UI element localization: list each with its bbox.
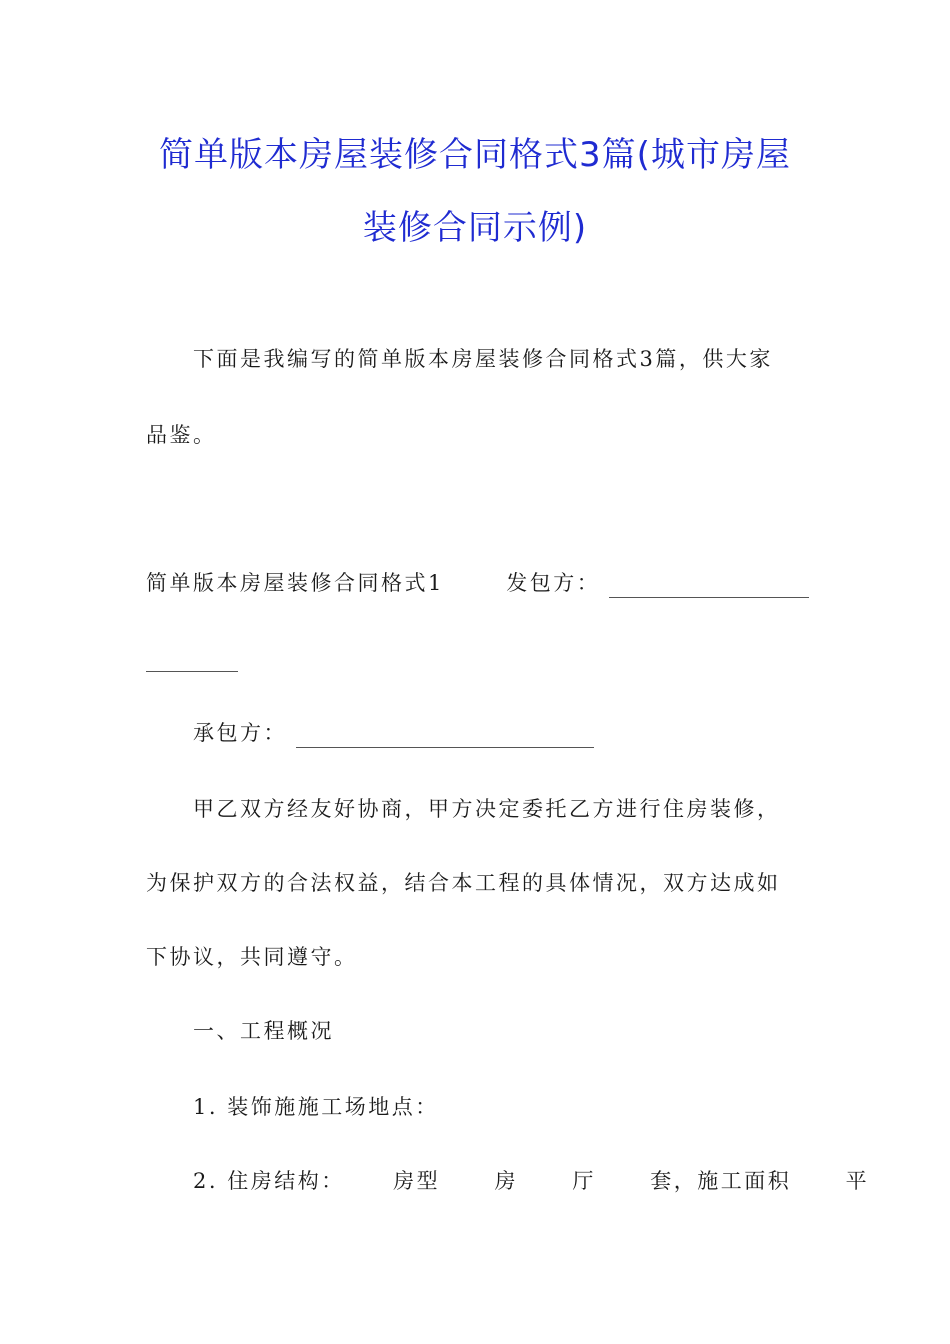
contractor-blank bbox=[296, 725, 594, 748]
intro-line-2: 品鉴。 bbox=[146, 423, 217, 447]
agreement-line-3: 下协议，共同遵守。 bbox=[146, 945, 358, 969]
intro-line-1: 下面是我编写的简单版本房屋装修合同格式3篇，供大家 bbox=[193, 347, 773, 371]
contractor-row bbox=[193, 718, 594, 748]
contract-heading-row bbox=[146, 568, 809, 598]
contract-heading: 简单版本房屋装修合同格式1 bbox=[146, 571, 444, 595]
employer-blank bbox=[609, 575, 809, 598]
item-2-word-5: 平 bbox=[845, 1169, 870, 1193]
item-2-word-1: 房型 bbox=[393, 1169, 441, 1193]
document-title-line-1: 简单版本房屋装修合同格式3篇(城市房屋 bbox=[159, 135, 791, 175]
agreement-line-2: 为保护双方的合法权益，结合本工程的具体情况，双方达成如 bbox=[146, 871, 781, 895]
contractor-label: 承包方： bbox=[193, 721, 287, 745]
employer-label: 发包方： bbox=[506, 571, 601, 595]
item-2-word-3: 厅 bbox=[572, 1169, 596, 1193]
item-2-word-4: 套，施工面积 bbox=[650, 1169, 792, 1193]
document-title-line-2: 装修合同示例) bbox=[362, 208, 588, 248]
item-1-construction-site: 1. 装饰施施工场地点： bbox=[193, 1095, 439, 1119]
section-heading-1: 一、工程概况 bbox=[193, 1019, 334, 1043]
item-2-label: 2. 住房结构： bbox=[193, 1169, 345, 1193]
agreement-line-1: 甲乙双方经友好协商，甲方决定委托乙方进行住房装修， bbox=[193, 797, 781, 821]
employer-blank-continued bbox=[146, 649, 238, 672]
item-2-house-structure bbox=[193, 1166, 869, 1196]
item-2-word-2: 房 bbox=[494, 1169, 518, 1193]
employer-blank-continued-row bbox=[146, 642, 238, 672]
